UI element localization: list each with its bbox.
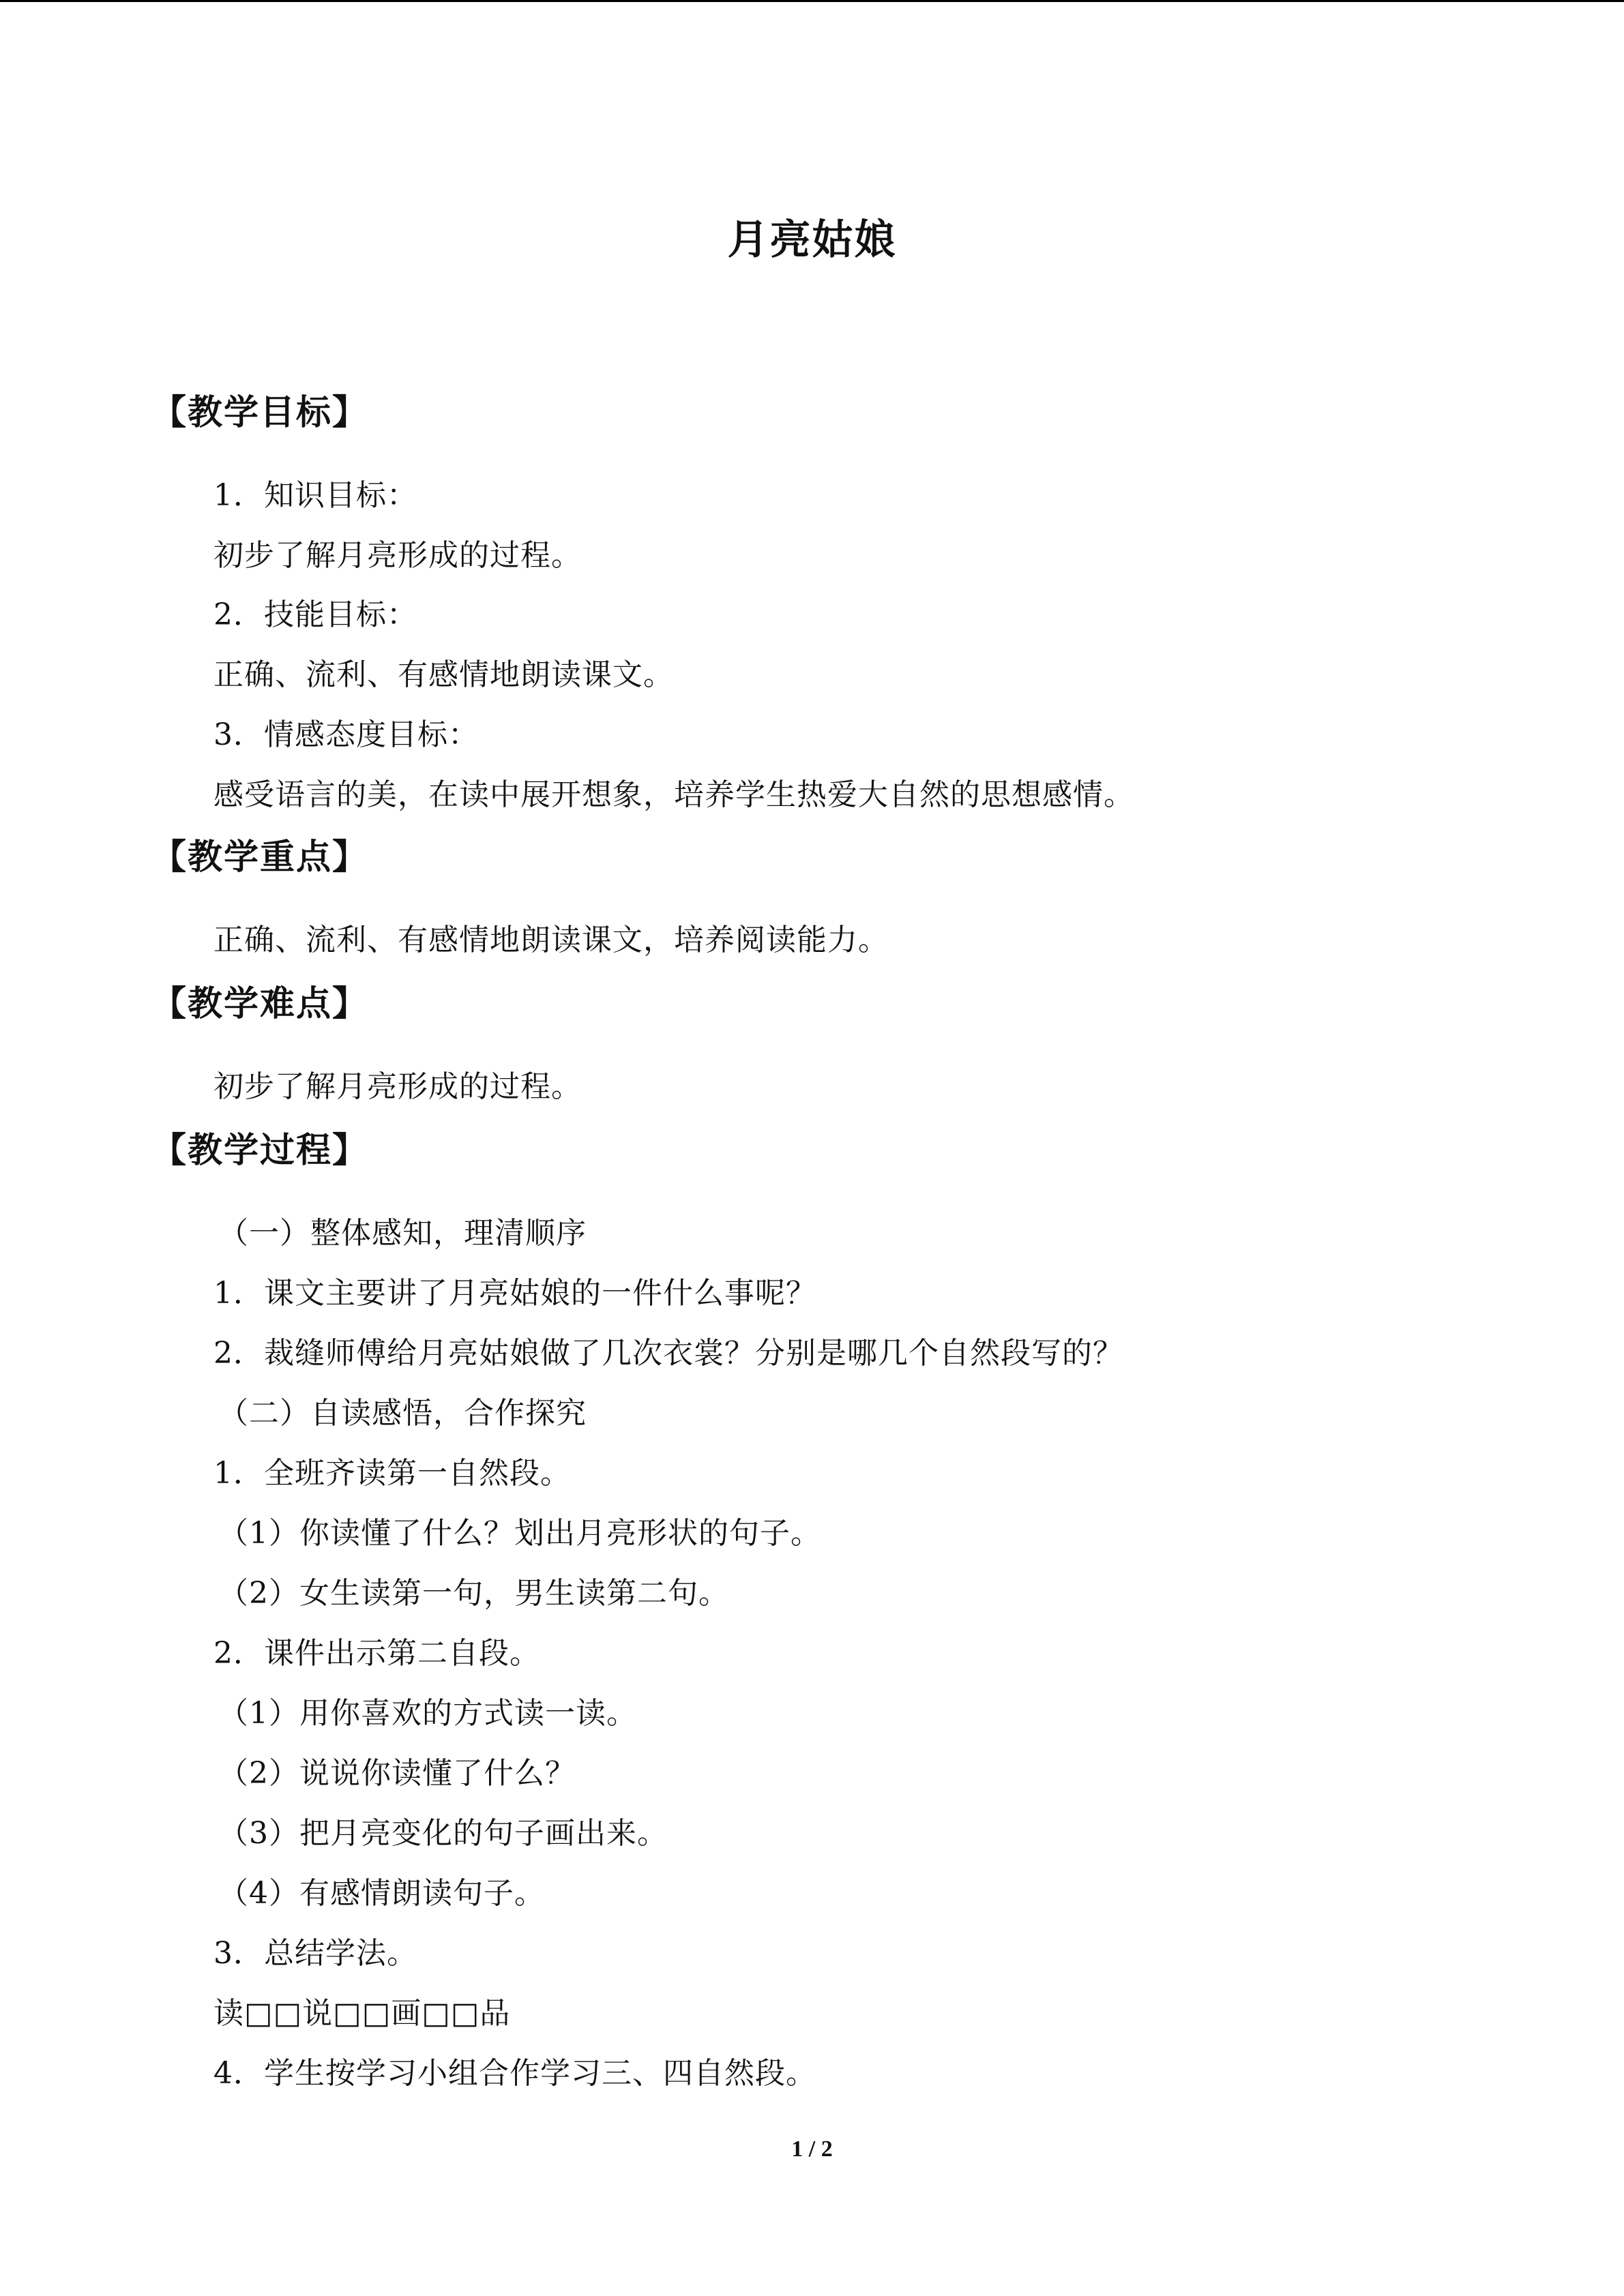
process-line: （二）自读感悟，合作探究 <box>218 1396 587 1431</box>
heading-key-points: 【教学重点】 <box>151 837 369 878</box>
process-line: （4）有感情朗读句子。 <box>218 1876 545 1911</box>
process-line: （3）把月亮变化的句子画出来。 <box>218 1816 668 1851</box>
heading-objectives: 【教学目标】 <box>151 392 369 433</box>
heading-difficulties: 【教学难点】 <box>151 983 369 1024</box>
process-line: （一）整体感知，理清顺序 <box>218 1216 587 1251</box>
key-points-line: 正确、流利、有感情地朗读课文，培养阅读能力。 <box>213 923 889 957</box>
objectives-line: 3．情感态度目标： <box>213 717 479 752</box>
process-line: （2）女生读第一句，男生读第二句。 <box>218 1576 729 1611</box>
objectives-line: 2．技能目标： <box>213 597 417 632</box>
process-line: 4．学生按学习小组合作学习三、四自然段。 <box>213 2056 816 2091</box>
process-line: 1．全班齐读第一自然段。 <box>213 1456 571 1491</box>
process-line: （1）你读懂了什么？划出月亮形状的句子。 <box>218 1516 821 1551</box>
objectives-line: 1．知识目标： <box>213 478 417 513</box>
heading-process: 【教学过程】 <box>151 1130 369 1171</box>
objectives-line: 感受语言的美，在读中展开想象，培养学生热爱大自然的思想感情。 <box>213 777 1134 812</box>
process-line: 2．裁缝师傅给月亮姑娘做了几次衣裳？分别是哪几个自然段写的？ <box>213 1336 1123 1371</box>
difficulties-line: 初步了解月亮形成的过程。 <box>213 1069 582 1104</box>
process-line: 3．总结学法。 <box>213 1936 417 1971</box>
page-top-border <box>0 0 1624 2</box>
process-line: （1）用你喜欢的方式读一读。 <box>218 1696 637 1731</box>
objectives-line: 正确、流利、有感情地朗读课文。 <box>213 657 674 692</box>
process-line: 1．课文主要讲了月亮姑娘的一件什么事呢？ <box>213 1276 816 1311</box>
process-line: 2．课件出示第二自段。 <box>213 1636 540 1671</box>
objectives-line: 初步了解月亮形成的过程。 <box>213 538 582 573</box>
process-line: 读□□说□□画□□品 <box>213 1996 511 2031</box>
document-title: 月亮姑娘 <box>727 216 897 264</box>
page-number: 1 / 2 <box>791 2136 833 2162</box>
process-line: （2）说说你读懂了什么？ <box>218 1756 576 1791</box>
